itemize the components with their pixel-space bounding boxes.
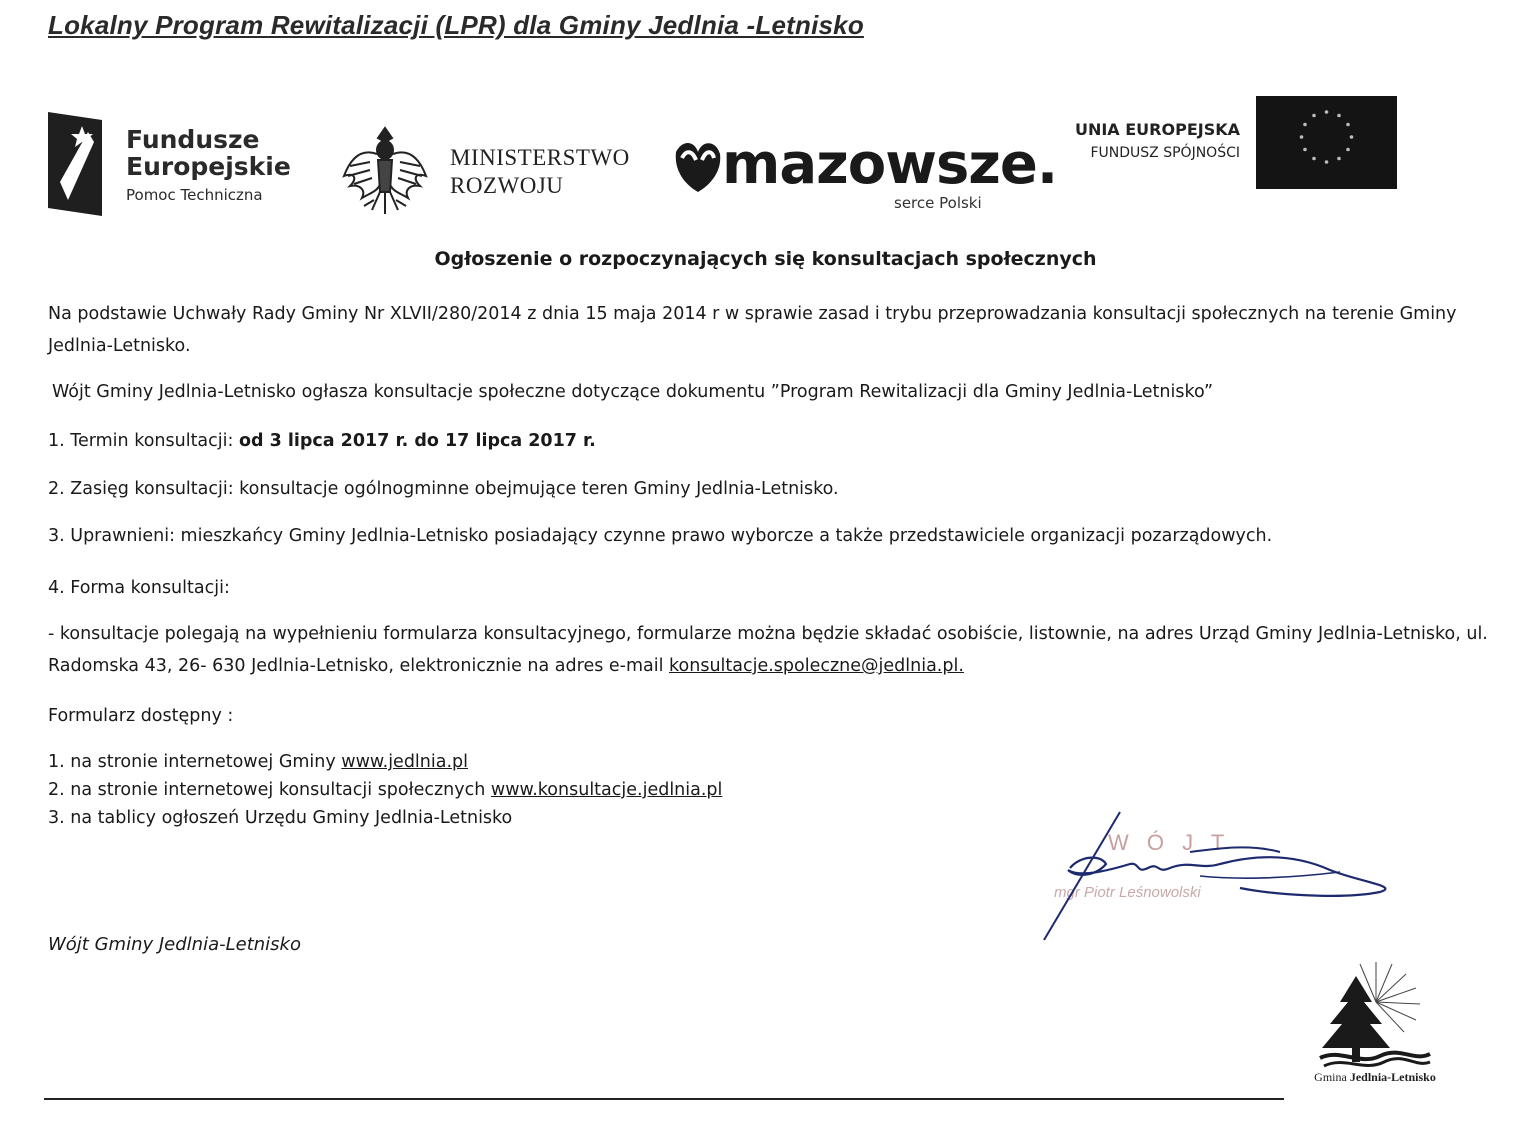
item-termin bbox=[48, 425, 1508, 457]
gmina-jedlnia-logo bbox=[1300, 962, 1450, 1092]
ministerstwo-logo-text bbox=[450, 144, 630, 200]
signature-left-label: Wójt Gminy Jedlnia-Letnisko bbox=[48, 934, 301, 955]
konsultacje-website-link[interactable]: www.konsultacje.jedlnia.pl bbox=[490, 780, 723, 800]
eu-flag-icon bbox=[1256, 96, 1397, 189]
list-item bbox=[48, 776, 722, 804]
ministerstwo-line2: ROZWOJU bbox=[450, 173, 564, 198]
intro-paragraph: Na podstawie Uchwały Rady Gminy Nr XLVII/280/2014 z dnia 15 maja 2014 r w sprawie zasad i trybu przeprowadzania konsultacji społecznych na terenie Gminy Jedlnia-Letnisko. bbox=[48, 304, 1457, 356]
fe-flag-icon bbox=[48, 112, 102, 216]
fe-name-line2: Europejskie bbox=[126, 152, 291, 181]
list-item-text: 2. na stronie internetowej konsultacji społecznych bbox=[48, 780, 491, 800]
list-item: 3. na tablicy ogłoszeń Urzędu Gminy Jedlnia-Letnisko bbox=[48, 808, 513, 828]
spruce-tree-icon bbox=[1300, 962, 1450, 1070]
gmina-name-prefix: Gmina bbox=[1314, 1070, 1350, 1084]
ue-line1: UNIA EUROPEJSKA bbox=[1074, 120, 1240, 139]
fundusze-europejskie-logo bbox=[48, 108, 308, 218]
mazowsze-word: mazowsze. bbox=[722, 132, 1058, 197]
stamp-name: mgr Piotr Leśnowolski bbox=[1054, 884, 1201, 901]
ue-line2: FUNDUSZ SPÓJNOŚCI bbox=[1090, 145, 1240, 161]
bottom-divider bbox=[44, 1098, 1284, 1100]
mazowsze-logo bbox=[672, 132, 1058, 220]
page-header-title: Lokalny Program Rewitalizacji (LPR) dla Gminy Jedlnia -Letnisko bbox=[48, 10, 864, 40]
gmina-name bbox=[1300, 1070, 1450, 1085]
item-forma: 4. Forma konsultacji: bbox=[48, 578, 230, 598]
list-item bbox=[48, 748, 722, 776]
handwritten-signature-icon bbox=[1040, 808, 1410, 948]
ue-logo-text bbox=[1048, 120, 1240, 161]
fe-sub: Pomoc Techniczna bbox=[126, 186, 263, 204]
gmina-name-bold: Jedlnia-Letnisko bbox=[1349, 1070, 1436, 1084]
list-item-text: 1. na stronie internetowej Gminy bbox=[48, 752, 342, 772]
announcement-paragraph: Wójt Gminy Jedlnia-Letnisko ogłasza konsultacje społeczne dotyczące dokumentu ”Program Rewitalizacji dla Gminy Jedlnia-Letnisko” bbox=[52, 382, 1214, 402]
forma-text: - konsultacje polegają na wypełnieniu formularza konsultacyjnego, formularze można będzie składać osobiście, listownie, na adres Urząd Gminy Jedlnia-Letnisko, ul. Radomska 43, 26- 630 Jedlnia-Letnisko, elektronicznie na adres e-mail bbox=[48, 624, 1488, 676]
item-zasieg: 2. Zasięg konsultacji: konsultacje ogólnogminne obejmujące teren Gminy Jedlnia-Letnisko. bbox=[48, 479, 839, 499]
mazowsze-sub: serce Polski bbox=[894, 194, 982, 212]
polish-eagle-icon bbox=[340, 120, 430, 220]
ministerstwo-line1: MINISTERSTWO bbox=[450, 145, 630, 170]
item-uprawnieni: 3. Uprawnieni: mieszkańcy Gminy Jedlnia-Letnisko posiadający czynne prawo wyborcze a także przedstawiciele organizacji pozarządowych. bbox=[48, 526, 1273, 546]
email-link[interactable]: konsultacje.spoleczne@jedlnia.pl. bbox=[669, 656, 964, 676]
jedlnia-website-link[interactable]: www.jedlnia.pl bbox=[341, 752, 469, 772]
wojt-stamp bbox=[1040, 808, 1410, 948]
item-termin-value: od 3 lipca 2017 r. do 17 lipca 2017 r. bbox=[238, 431, 596, 451]
item-termin-label: 1. Termin konsultacji: bbox=[48, 431, 239, 451]
stamp-title: W Ó J T bbox=[1108, 830, 1231, 855]
document-heading: Ogłoszenie o rozpoczynających się konsultacjach społecznych bbox=[434, 248, 1097, 270]
formularz-dostepny: Formularz dostępny : bbox=[48, 706, 234, 726]
fe-name-line1: Fundusze bbox=[126, 125, 260, 154]
forma-paragraph bbox=[48, 618, 1503, 682]
availability-list bbox=[48, 748, 722, 832]
